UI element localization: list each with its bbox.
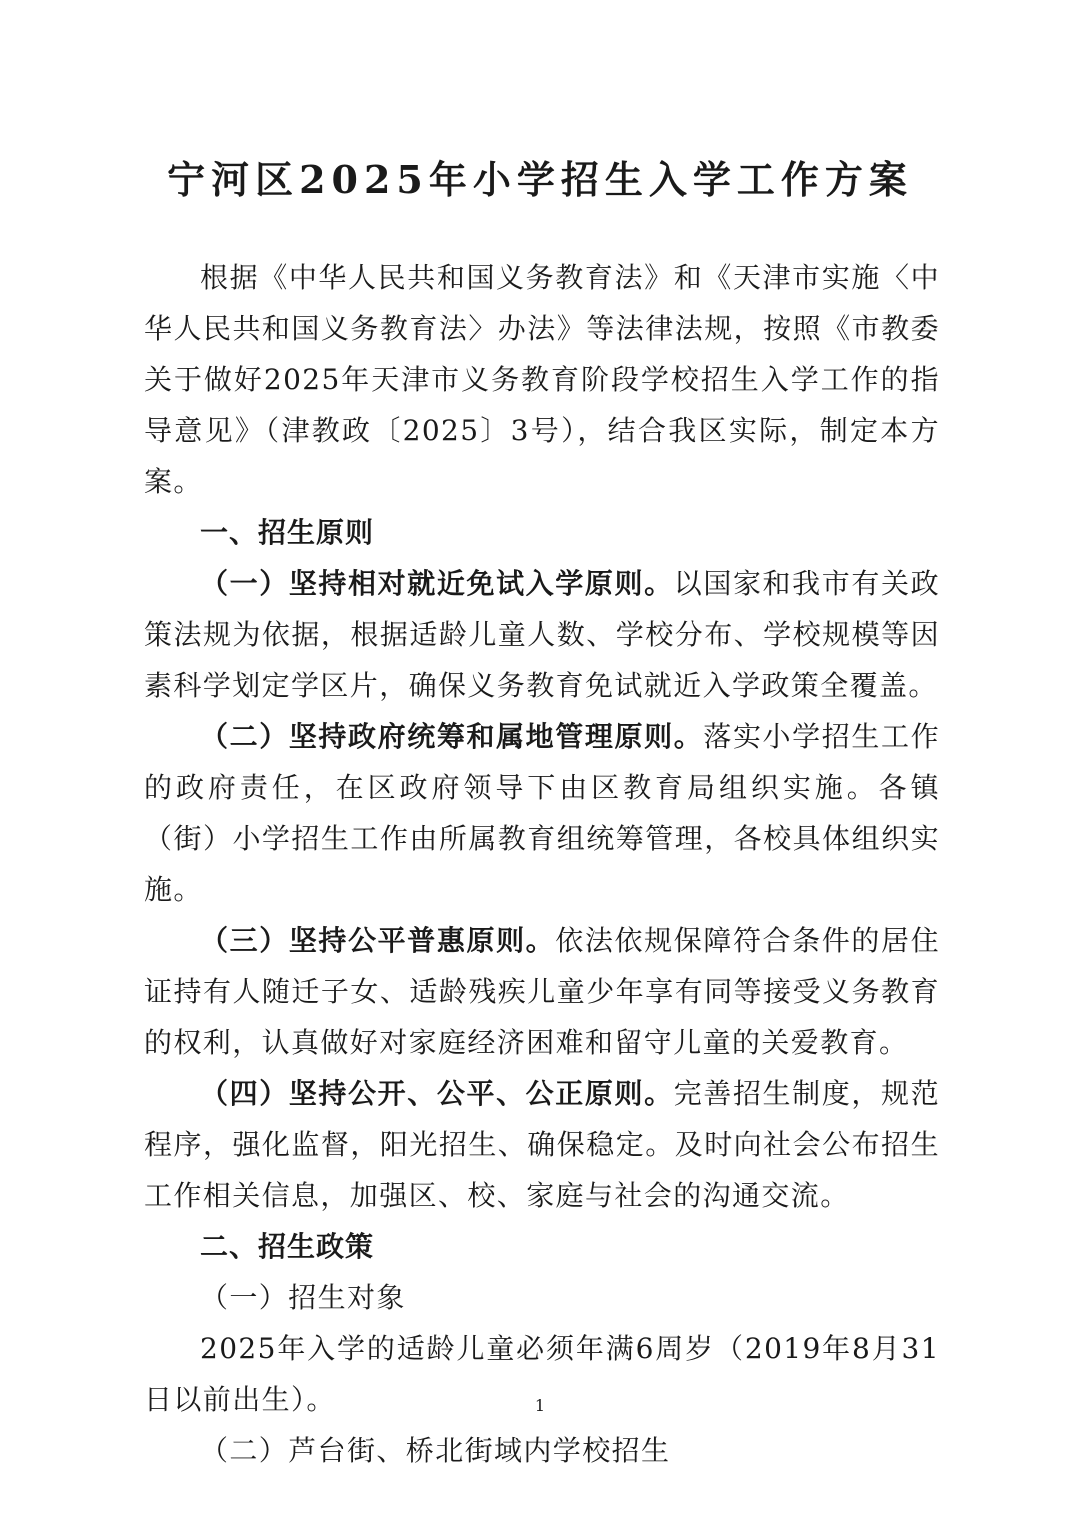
principle-lead: （四）坚持公开、公平、公正原则。	[200, 1077, 674, 1110]
principle-item-2	[144, 711, 940, 915]
section-heading-policy: 二、招生政策	[200, 1230, 375, 1263]
document-title: 宁河区2025年小学招生入学工作方案	[167, 157, 913, 202]
principle-lead: （三）坚持公平普惠原则。	[200, 924, 556, 957]
subheading-district-schools: （二）芦台街、桥北街域内学校招生	[200, 1434, 671, 1467]
principle-item-3	[144, 915, 940, 1068]
principle-text: 落实小学招生工作的政府责任，在区政府领导下由区教育局组织实施。各镇（街）小学招生工作由所属教育组统筹管理，各校具体组织实施。	[144, 720, 940, 906]
principle-item-1	[144, 558, 940, 711]
section-heading-principles: 一、招生原则	[200, 516, 375, 549]
page-number: 1	[534, 1396, 546, 1415]
principle-lead: （二）坚持政府统筹和属地管理原则。	[200, 720, 704, 753]
intro-paragraph: 根据《中华人民共和国义务教育法》和《天津市实施〈中华人民共和国义务教育法〉办法》等法律法规，按照《市教委关于做好2025年天津市义务教育阶段学校招生入学工作的指导意见》（津教政〔2025〕3号），结合我区实际，制定本方案。	[144, 261, 940, 498]
enrollment-target-text: 2025年入学的适龄儿童必须年满6周岁（2019年8月31日以前出生）。	[144, 1332, 940, 1416]
principle-text: 以国家和我市有关政策法规为依据，根据适龄儿童人数、学校分布、学校规模等因素科学划定学区片，确保义务教育免试就近入学政策全覆盖。	[144, 567, 940, 702]
document-body	[144, 252, 940, 1476]
principle-text: 依法依规保障符合条件的居住证持有人随迁子女、适龄残疾儿童少年享有同等接受义务教育的权利，认真做好对家庭经济困难和留守儿童的关爱教育。	[144, 924, 940, 1059]
principle-item-4	[144, 1068, 940, 1221]
principle-lead: （一）坚持相对就近免试入学原则。	[200, 567, 674, 600]
principle-text: 完善招生制度，规范程序，强化监督，阳光招生、确保稳定。及时向社会公布招生工作相关信息，加强区、校、家庭与社会的沟通交流。	[144, 1077, 940, 1212]
subheading-enrollment-target: （一）招生对象	[200, 1281, 406, 1314]
